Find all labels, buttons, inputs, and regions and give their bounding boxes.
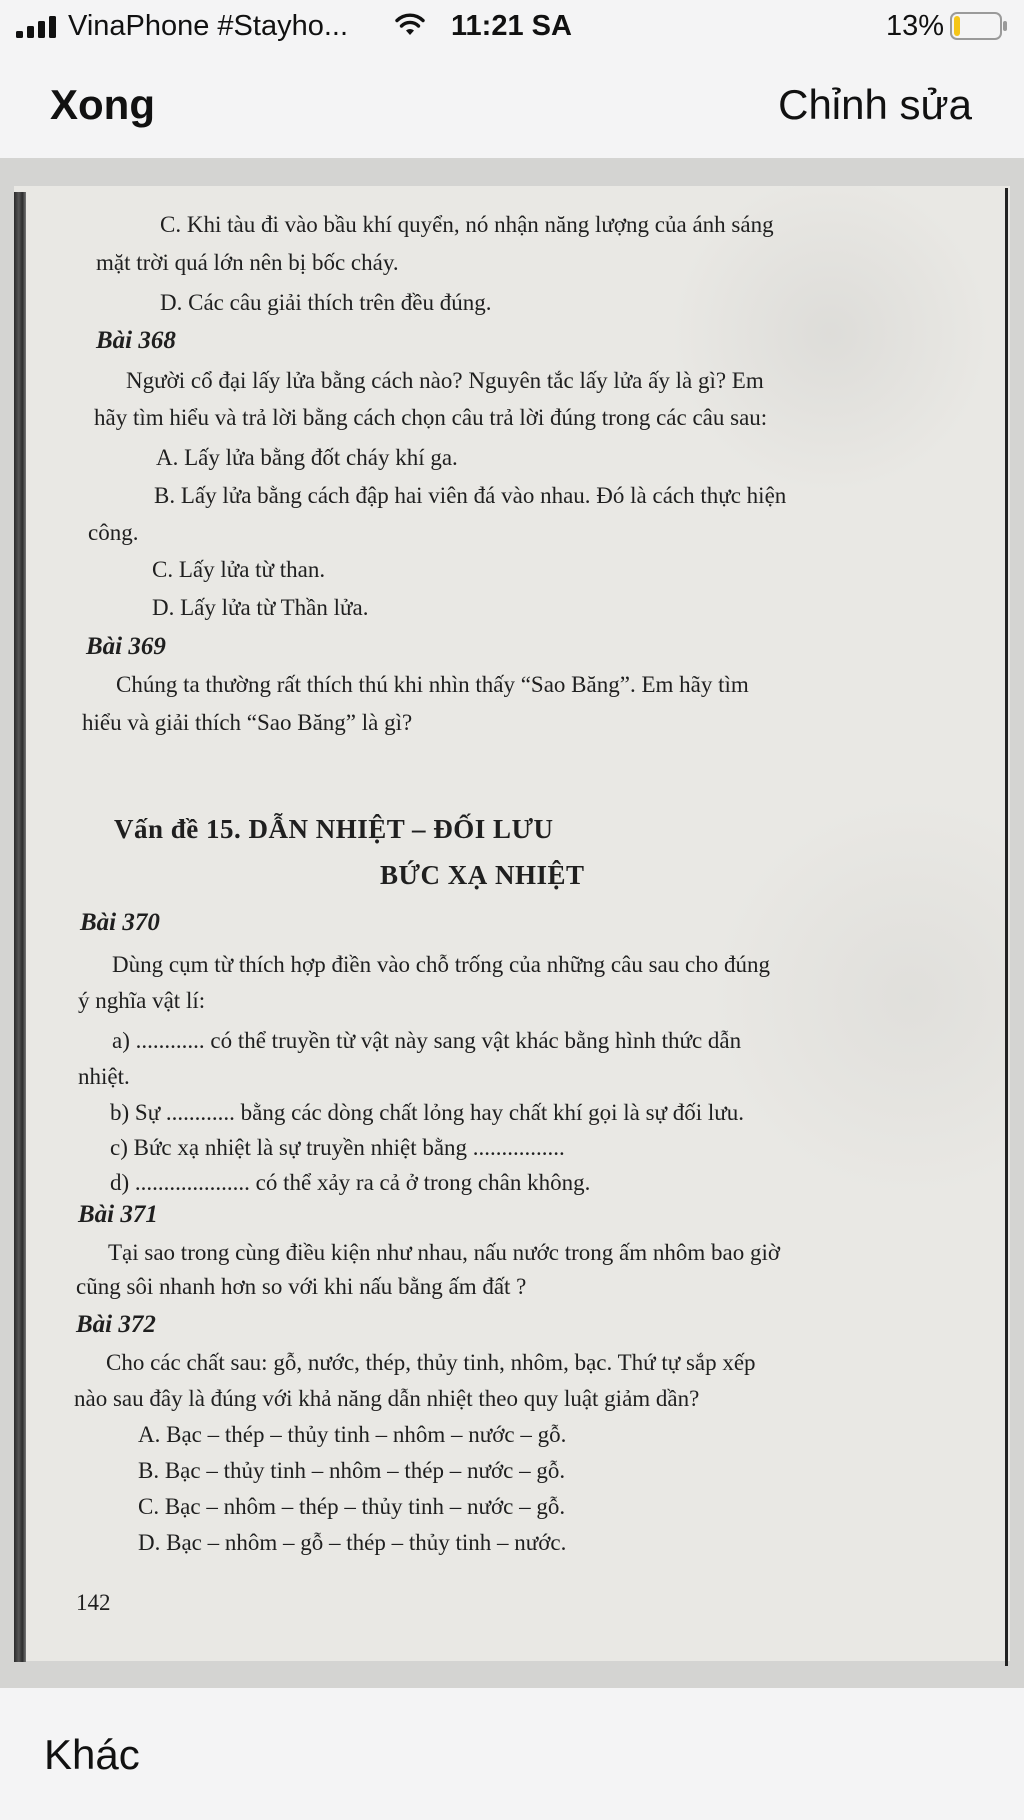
- exercise-heading: Bài 371: [78, 1201, 158, 1228]
- doc-line: Tại sao trong cùng điều kiện như nhau, nấu nước trong ấm nhôm bao giờ: [108, 1240, 781, 1265]
- more-button[interactable]: Khác: [44, 1731, 140, 1778]
- page-edge: [1005, 188, 1008, 1666]
- signal-bars-icon: [16, 16, 60, 38]
- status-bar: [0, 0, 1024, 50]
- doc-line: D. Các câu giải thích trên đều đúng.: [160, 290, 492, 315]
- doc-line: B. Lấy lửa bằng cách đập hai viên đá vào nhau. Đó là cách thực hiện: [154, 483, 787, 508]
- section-heading: Vấn đề 15. DẪN NHIỆT – ĐỐI LƯU: [114, 814, 554, 844]
- exercise-heading: Bài 368: [96, 327, 176, 354]
- clock: 11:21 SA: [451, 10, 572, 42]
- battery-icon: [950, 12, 1008, 40]
- doc-line: ý nghĩa vật lí:: [78, 988, 206, 1013]
- answer-option: D. Bạc – nhôm – gỗ – thép – thủy tinh – nước.: [138, 1530, 567, 1555]
- doc-line: công.: [88, 520, 139, 545]
- edit-button[interactable]: Chỉnh sửa: [778, 81, 972, 128]
- doc-line: mặt trời quá lớn nên bị bốc cháy.: [96, 250, 399, 275]
- answer-option: C. Bạc – nhôm – thép – thủy tinh – nước – gỗ.: [138, 1494, 566, 1519]
- doc-line: C. Khi tàu đi vào bầu khí quyển, nó nhận năng lượng của ánh sáng: [160, 212, 774, 237]
- section-heading: BỨC XẠ NHIỆT: [380, 860, 585, 890]
- answer-option: B. Bạc – thủy tinh – nhôm – thép – nước – gỗ.: [138, 1458, 566, 1483]
- doc-line: c) Bức xạ nhiệt là sự truyền nhiệt bằng ................: [110, 1135, 565, 1160]
- doc-line: hiểu và giải thích “Sao Băng” là gì?: [82, 710, 413, 735]
- bottom-toolbar: [0, 1688, 1024, 1820]
- done-button[interactable]: Xong: [50, 81, 155, 128]
- doc-line: a) ............ có thể truyền từ vật này sang vật khác bằng hình thức dẫn: [112, 1028, 742, 1053]
- doc-line: d) .................... có thể xảy ra cả ở trong chân không.: [110, 1170, 591, 1195]
- answer-option: A. Bạc – thép – thủy tinh – nhôm – nước – gỗ.: [138, 1422, 567, 1447]
- battery-percent: 13%: [886, 10, 945, 42]
- doc-line: b) Sự ............ bằng các dòng chất lỏng hay chất khí gọi là sự đối lưu.: [110, 1100, 745, 1125]
- doc-line: Cho các chất sau: gỗ, nước, thép, thủy tinh, nhôm, bạc. Thứ tự sắp xếp: [106, 1350, 756, 1375]
- doc-line: A. Lấy lửa bằng đốt cháy khí ga.: [156, 445, 458, 470]
- wifi-icon: [395, 13, 425, 37]
- doc-line: Chúng ta thường rất thích thú khi nhìn thấy “Sao Băng”. Em hãy tìm: [116, 672, 749, 697]
- exercise-heading: Bài 370: [80, 909, 160, 936]
- exercise-heading: Bài 372: [76, 1311, 156, 1338]
- doc-line: C. Lấy lửa từ than.: [152, 557, 326, 582]
- battery-level-fill: [954, 16, 960, 36]
- page-spine-shadow: [14, 192, 26, 1662]
- doc-line: hãy tìm hiểu và trả lời bằng cách chọn câu trả lời đúng trong các câu sau:: [94, 405, 768, 430]
- doc-line: Người cổ đại lấy lửa bằng cách nào? Nguyên tắc lấy lửa ấy là gì? Em: [126, 368, 764, 393]
- doc-line: nào sau đây là đúng với khả năng dẫn nhiệt theo quy luật giảm dần?: [74, 1386, 700, 1411]
- doc-line: Dùng cụm từ thích hợp điền vào chỗ trống của những câu sau cho đúng: [112, 952, 770, 977]
- carrier-name: VinaPhone #Stayho...: [68, 10, 349, 42]
- document-viewer[interactable]: [0, 158, 1024, 1688]
- nav-bar: [0, 50, 1024, 158]
- page-number: 142: [76, 1590, 111, 1615]
- exercise-heading: Bài 369: [86, 633, 166, 660]
- doc-line: D. Lấy lửa từ Thần lửa.: [152, 595, 369, 620]
- doc-line: nhiệt.: [78, 1064, 130, 1089]
- doc-line: cũng sôi nhanh hơn so với khi nấu bằng ấm đất ?: [76, 1274, 527, 1299]
